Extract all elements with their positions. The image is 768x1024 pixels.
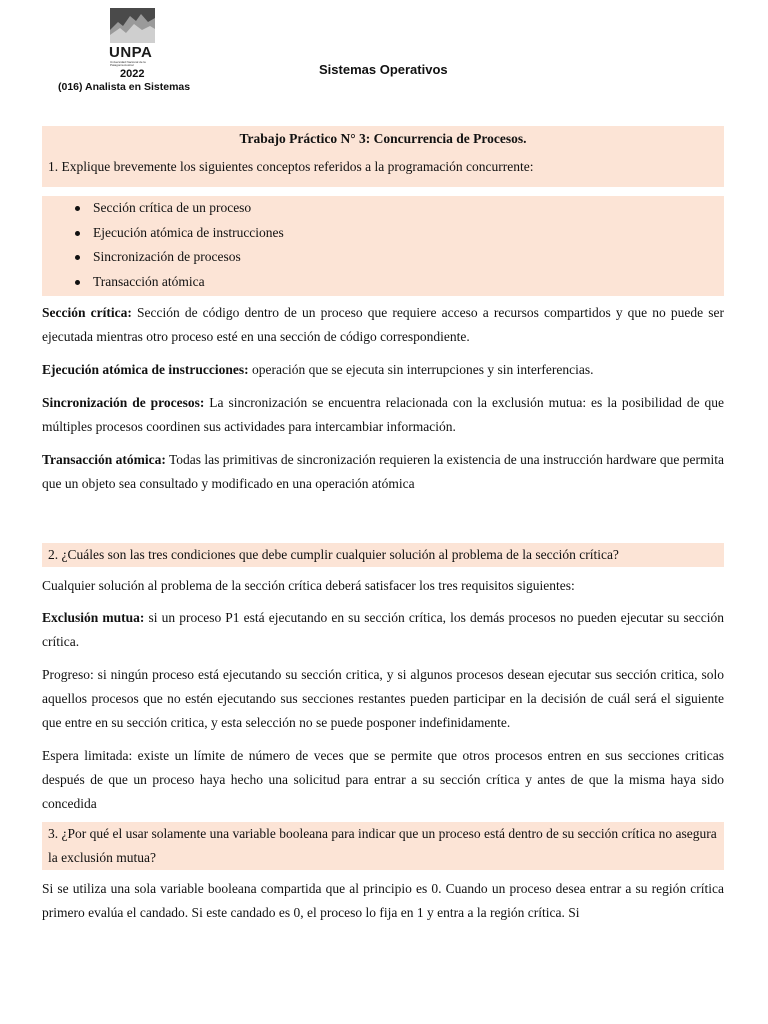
title-band — [42, 126, 724, 187]
answer-mutual-exclusion — [42, 606, 724, 654]
list-item: Sincronización de procesos — [48, 245, 718, 270]
list-item: Transacción atómica — [48, 270, 718, 295]
concept-list — [42, 196, 724, 296]
term-label: Ejecución atómica de instrucciones: — [42, 362, 249, 377]
logo-wordmark: UNPA — [109, 44, 153, 61]
page-header — [0, 0, 768, 110]
mountain-logo-icon — [110, 8, 155, 43]
definition-text: Todas las primitivas de sincronización requieren la existencia de una instrucción hardware que permita que un objeto sea consultado y modificado en una operación atómica — [42, 452, 724, 491]
answer-synchronization — [42, 391, 724, 439]
course-title: Sistemas Operativos — [319, 62, 448, 77]
term-label: Sección crítica: — [42, 305, 132, 320]
question-1: 1. Explique brevemente los siguientes conceptos referidos a la programación concurrente: — [48, 159, 534, 174]
question-3: 3. ¿Por qué el usar solamente una variable booleana para indicar que un proceso está dentro de su sección crítica no asegura la exclusión mutua? — [42, 822, 724, 870]
term-label: Transacción atómica: — [42, 452, 166, 467]
list-item: Ejecución atómica de instrucciones — [48, 221, 718, 246]
definition-text: Sección de código dentro de un proceso que requiere acceso a recursos compartidos y que no puede ser ejecutada mientras otro proceso esté en una sección de código correspondiente. — [42, 305, 725, 344]
answer-2-intro: Cualquier solución al problema de la sección crítica deberá satisfacer los tres requisitos siguientes: — [42, 578, 575, 593]
definition-text: La sincronización se encuentra relacionada con la exclusión mutua: es la posibilidad de que múltiples procesos coordinen sus actividades para intercambiar información. — [42, 395, 724, 434]
question-2: 2. ¿Cuáles son las tres condiciones que debe cumplir cualquier solución al problema de la sección crítica? — [42, 543, 724, 567]
answer-atomic-transaction — [42, 448, 724, 496]
answer-progress: Progreso: si ningún proceso está ejecutando su sección critica, y si algunos procesos desean ejecutar sus sección critica, solo aquellos procesos que no estén ejecutando sus secciones restantes pueden participar en la decisión de cuál será el siguiente que entre en su sección critica, y esta selección no se puede posponer indefinidamente. — [42, 667, 724, 730]
definition-text: si un proceso P1 está ejecutando en su sección crítica, los demás procesos no pueden ejecutar su sección crítica. — [42, 610, 724, 649]
list-item: Sección crítica de un proceso — [48, 196, 718, 221]
logo-subtext: Universidad Nacional de la Patagonia Austral — [110, 60, 146, 68]
term-label: Sincronización de procesos: — [42, 395, 205, 410]
document-body — [42, 126, 724, 925]
header-career: (016) Analista en Sistemas — [58, 81, 191, 93]
document-title: Trabajo Práctico N° 3: Concurrencia de Procesos. — [239, 131, 527, 146]
answer-3: Si se utiliza una sola variable booleana compartida que al principio es 0. Cuando un proceso desea entrar a su región crítica primero evalúa el candado. Si este candado es 0, el proceso lo fija en 1 y entra a la región crítica. Si — [42, 881, 724, 920]
answer-atomic-execution — [42, 358, 724, 382]
answer-bounded-wait: Espera limitada: existe un límite de número de veces que se permite que otros procesos entren en sus secciones criticas después de que un proceso haya hecho una solicitud para entrar a su sección crítica y antes de que la misma haya sido concedida — [42, 748, 724, 811]
definition-text: operación que se ejecuta sin interrupciones y sin interferencias. — [248, 362, 594, 377]
answer-critical-section — [42, 301, 724, 349]
term-label: Exclusión mutua: — [42, 610, 145, 625]
header-year: 2022 — [120, 68, 145, 80]
